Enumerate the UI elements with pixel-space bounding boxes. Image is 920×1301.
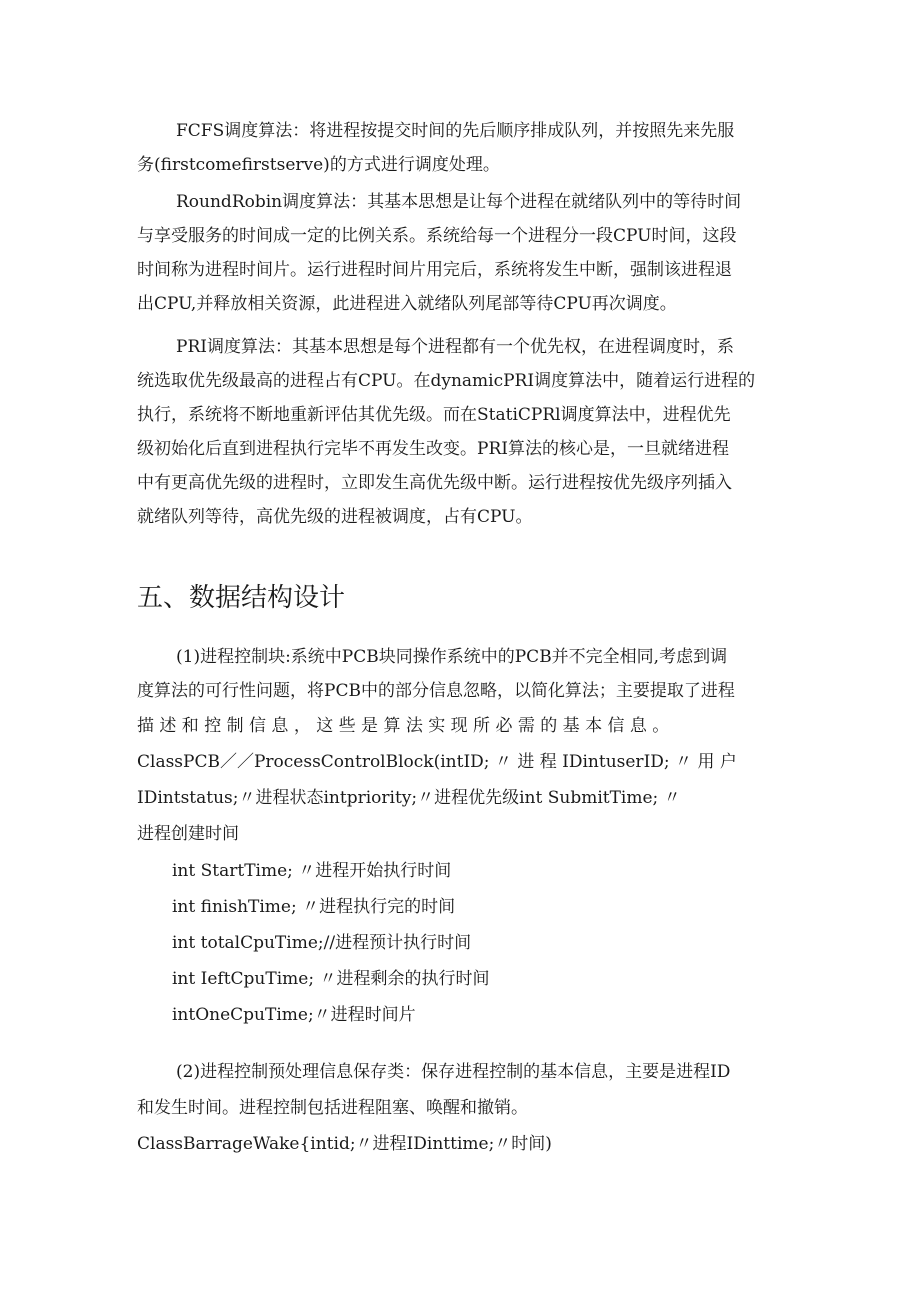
code-line: int finishTime; 〃进程执行完的时间 (172, 897, 456, 917)
rr-line-3: 时间称为进程时间片。运行进程时间片用完后，系统将发生中断，强制该进程退 (137, 260, 732, 280)
rr-line-2: 与享受服务的时间成一定的比例关系。系统给每一个进程分一段CPU时间，这段 (137, 226, 737, 246)
rr-line-1: RoundRobin调度算法：其基本思想是让每个进程在就绪队列中的等待时间 (176, 192, 742, 212)
code-line: int IeftCpuTime; 〃进程剩余的执行时间 (172, 969, 490, 989)
pri-line-4: 级初始化后直到进程执行完毕不再发生改变。PRI算法的核心是，一旦就绪进程 (137, 439, 729, 459)
barrage-line-2: 和发生时间。进程控制包括进程阻塞、唤醒和撤销。 (137, 1098, 528, 1118)
pri-line-2: 统选取优先级最高的进程占有CPU。在dynamicPRI调度算法中，随着运行进程的 (137, 371, 756, 391)
barrage-line-3: ClassBarrageWake{intid;〃进程IDinttime;〃时间) (137, 1134, 552, 1154)
pcb-line-3: 描 述 和 控 制 信 息 ， 这 些 是 算 法 实 现 所 必 需 的 基 本 信 息 。 (137, 716, 670, 736)
code-line: intOneCpuTime;〃进程时间片 (172, 1005, 416, 1025)
pcb-line-4: ClassPCB／／ProcessControlBlock(intID; 〃 进 程 IDintuserID; 〃 用 户 (137, 752, 737, 772)
pcb-line-6: 进程创建时间 (137, 824, 239, 844)
fcfs-line-2: 务(firstcomefirstserve)的方式进行调度处理。 (137, 155, 500, 175)
pri-line-3: 执行，系统将不断地重新评估其优先级。而在StatiCPRl调度算法中，进程优先 (137, 405, 731, 425)
pri-line-6: 就绪队列等待，高优先级的进程被调度，占有CPU。 (137, 507, 533, 527)
pcb-line-1: (1)进程控制块:系统中PCB块同操作系统中的PCB并不完全相同,考虑到调 (176, 647, 728, 667)
code-line: int totalCpuTime;//进程预计执行时间 (172, 933, 472, 953)
pcb-line-2: 度算法的可行性问题，将PCB中的部分信息忽略，以简化算法；主要提取了进程 (137, 681, 735, 701)
pri-line-5: 中有更高优先级的进程时，立即发生高优先级中断。运行进程按优先级序列插入 (137, 473, 732, 493)
rr-line-4: 出CPU,并释放相关资源，此进程进入就绪队列尾部等待CPU再次调度。 (137, 294, 677, 314)
code-line: int StartTime; 〃进程开始执行时间 (172, 861, 452, 881)
barrage-line-1: (2)进程控制预处理信息保存类：保存进程控制的基本信息，主要是进程ID (176, 1062, 731, 1082)
pri-line-1: PRI调度算法：其基本思想是每个进程都有一个优先权，在进程调度时，系 (176, 337, 734, 357)
fcfs-line-1: FCFS调度算法：将进程按提交时间的先后顺序排成队列，并按照先来先服 (176, 121, 735, 141)
section-heading: 五、数据结构设计 (137, 583, 346, 613)
pcb-line-5: IDintstatus;〃进程状态intpriority;〃进程优先级int SubmitTime; 〃 (137, 788, 681, 808)
